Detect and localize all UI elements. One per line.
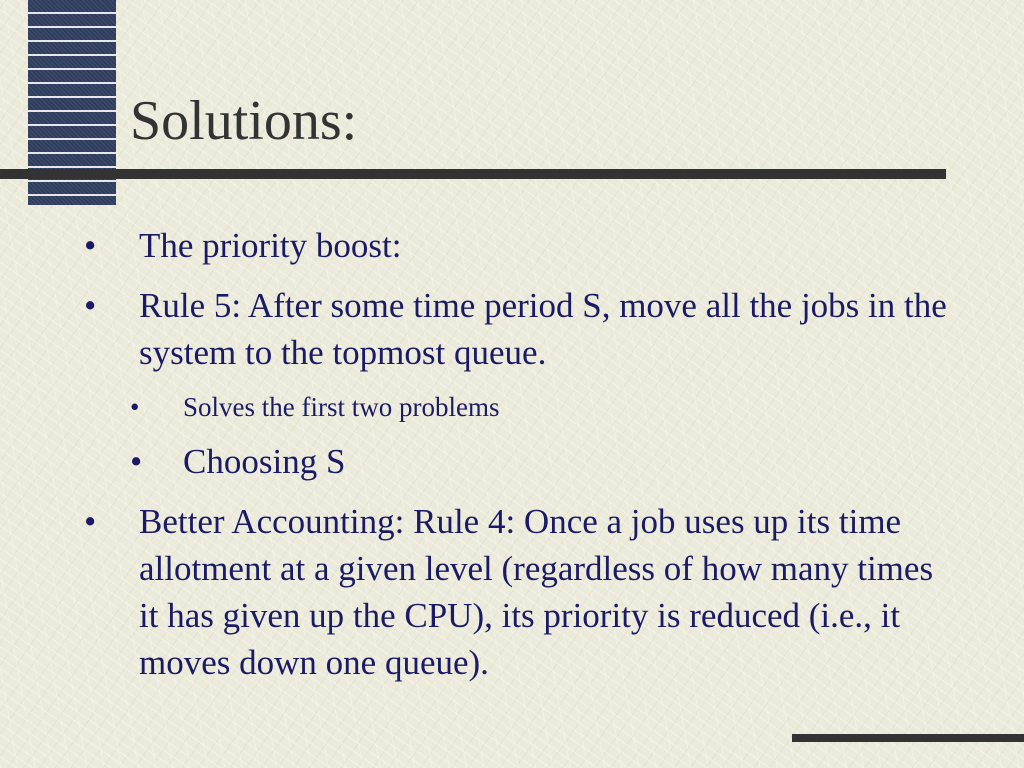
sub-bullet-item: [130, 389, 943, 425]
slide-title: Solutions:: [130, 90, 358, 152]
bullet-marker: •: [84, 286, 97, 325]
bullet-marker: •: [84, 502, 97, 541]
bullet-marker: •: [130, 442, 143, 481]
bullet-marker: •: [130, 392, 140, 422]
bottom-divider-line: [792, 734, 1024, 742]
sub-bullet-item: [130, 438, 943, 485]
bullet-marker: •: [84, 226, 97, 265]
bullet-item: [84, 282, 959, 376]
title-divider-line: [0, 169, 946, 179]
bullet-item: [84, 222, 959, 269]
bullet-text: Solves the first two problems: [183, 392, 500, 422]
bullet-text: The priority boost:: [139, 226, 402, 265]
bullet-text: Choosing S: [183, 442, 346, 481]
bullet-text: Better Accounting: Rule 4: Once a job uses up its time allotment at a given level (regardless of how many times it has given up the CPU), its priority is reduced (i.e., it moves down one queue).: [139, 502, 934, 682]
bullet-item: [84, 498, 959, 686]
bullet-text: Rule 5: After some time period S, move all the jobs in the system to the topmost queue.: [139, 286, 947, 372]
